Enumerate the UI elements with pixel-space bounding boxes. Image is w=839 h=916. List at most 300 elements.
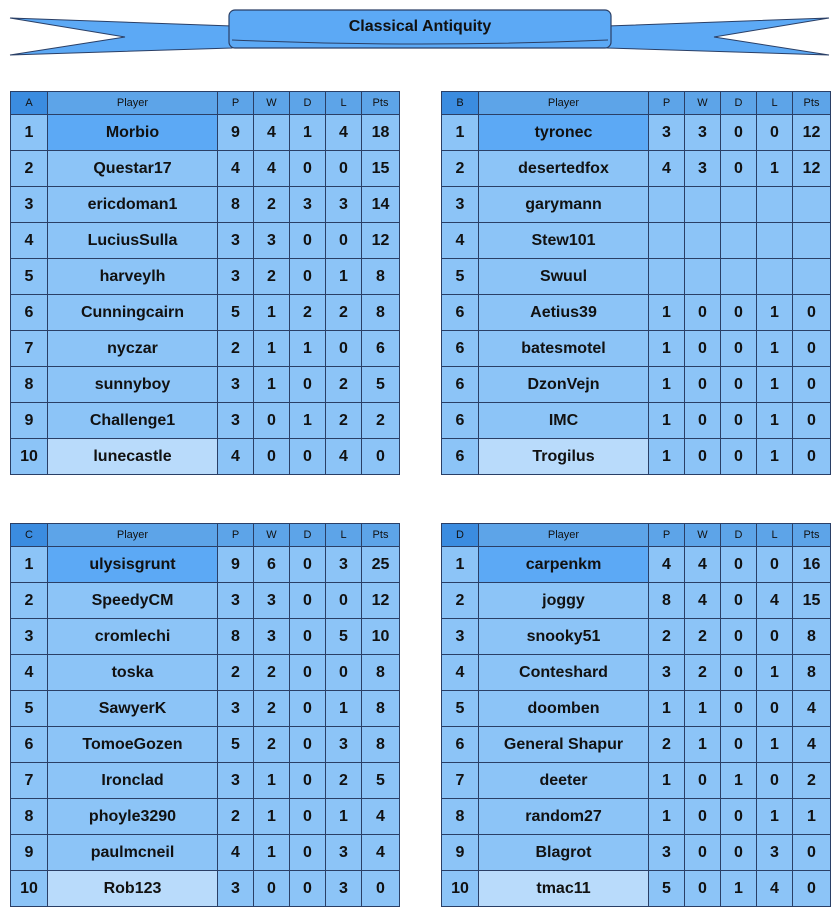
lost-cell: 3 (326, 871, 362, 907)
played-cell: 3 (649, 835, 685, 871)
lost-cell: 3 (757, 835, 793, 871)
lost-cell: 4 (326, 439, 362, 475)
points-cell: 2 (362, 403, 400, 439)
played-cell: 3 (649, 115, 685, 151)
lost-cell: 1 (757, 439, 793, 475)
rank-cell: 7 (11, 763, 48, 799)
drawn-cell: 0 (290, 691, 326, 727)
drawn-cell (721, 187, 757, 223)
points-cell: 0 (362, 871, 400, 907)
won-cell: 2 (254, 655, 290, 691)
page-title: Classical Antiquity (348, 18, 492, 35)
header-drawn: D (721, 92, 757, 115)
drawn-cell: 0 (290, 223, 326, 259)
table-row (442, 403, 831, 439)
drawn-cell: 0 (721, 115, 757, 151)
rank-cell: 7 (442, 763, 479, 799)
player-name: Rob123 (48, 871, 218, 907)
points-cell: 16 (793, 547, 831, 583)
lost-cell (757, 187, 793, 223)
table-row (11, 655, 400, 691)
points-cell: 4 (793, 691, 831, 727)
played-cell: 5 (649, 871, 685, 907)
header-player: Player (48, 92, 218, 115)
lost-cell: 4 (326, 115, 362, 151)
header-drawn: D (290, 92, 326, 115)
player-name: random27 (479, 799, 649, 835)
table-row (442, 799, 831, 835)
rank-cell: 6 (442, 295, 479, 331)
player-name: toska (48, 655, 218, 691)
points-cell (793, 223, 831, 259)
played-cell (649, 259, 685, 295)
points-cell (793, 259, 831, 295)
player-name: Trogilus (479, 439, 649, 475)
header-won: W (685, 92, 721, 115)
header-row (11, 92, 400, 115)
won-cell: 4 (254, 151, 290, 187)
played-cell: 4 (649, 151, 685, 187)
lost-cell: 2 (326, 367, 362, 403)
table-row (442, 547, 831, 583)
drawn-cell: 0 (721, 835, 757, 871)
drawn-cell: 0 (290, 583, 326, 619)
rank-cell: 5 (11, 259, 48, 295)
table-row (442, 583, 831, 619)
points-cell: 0 (793, 367, 831, 403)
points-cell: 4 (793, 727, 831, 763)
header-row (11, 524, 400, 547)
lost-cell: 0 (757, 547, 793, 583)
drawn-cell: 0 (290, 655, 326, 691)
lost-cell: 0 (326, 151, 362, 187)
won-cell: 1 (254, 367, 290, 403)
played-cell: 8 (649, 583, 685, 619)
played-cell: 3 (218, 691, 254, 727)
points-cell: 10 (362, 619, 400, 655)
rank-cell: 2 (442, 151, 479, 187)
rank-cell: 1 (442, 547, 479, 583)
header-drawn: D (721, 524, 757, 547)
table-row (11, 439, 400, 475)
lost-cell: 0 (757, 763, 793, 799)
header-won: W (254, 524, 290, 547)
won-cell: 2 (254, 187, 290, 223)
points-cell: 0 (362, 439, 400, 475)
rank-cell: 5 (442, 259, 479, 295)
points-cell: 2 (793, 763, 831, 799)
player-name: sunnyboy (48, 367, 218, 403)
table-row (442, 835, 831, 871)
played-cell: 8 (218, 619, 254, 655)
points-cell (793, 187, 831, 223)
lost-cell: 1 (757, 151, 793, 187)
player-name: doomben (479, 691, 649, 727)
points-cell: 8 (362, 655, 400, 691)
rank-cell: 8 (11, 367, 48, 403)
table-row (11, 115, 400, 151)
rank-cell: 2 (11, 151, 48, 187)
played-cell: 1 (649, 439, 685, 475)
player-name: Ironclad (48, 763, 218, 799)
lost-cell: 2 (326, 295, 362, 331)
table-row (11, 403, 400, 439)
header-won: W (685, 524, 721, 547)
rank-cell: 5 (442, 691, 479, 727)
rank-cell: 3 (442, 187, 479, 223)
player-name: garymann (479, 187, 649, 223)
lost-cell: 0 (326, 331, 362, 367)
played-cell: 2 (649, 619, 685, 655)
player-name: Conteshard (479, 655, 649, 691)
table-row (11, 331, 400, 367)
played-cell: 3 (218, 763, 254, 799)
group-letter: D (442, 524, 479, 547)
lost-cell: 0 (757, 691, 793, 727)
played-cell: 3 (218, 367, 254, 403)
drawn-cell: 0 (721, 151, 757, 187)
drawn-cell: 0 (721, 619, 757, 655)
player-name: tyronec (479, 115, 649, 151)
lost-cell: 3 (326, 547, 362, 583)
played-cell: 1 (649, 763, 685, 799)
won-cell (685, 187, 721, 223)
played-cell: 1 (649, 295, 685, 331)
table-row (11, 583, 400, 619)
table-row (11, 259, 400, 295)
played-cell: 3 (218, 403, 254, 439)
player-name: nyczar (48, 331, 218, 367)
won-cell: 2 (685, 655, 721, 691)
title-banner (0, 0, 839, 60)
rank-cell: 6 (442, 439, 479, 475)
drawn-cell: 3 (290, 187, 326, 223)
lost-cell: 3 (326, 727, 362, 763)
drawn-cell: 0 (721, 439, 757, 475)
player-name: ericdoman1 (48, 187, 218, 223)
won-cell: 2 (254, 691, 290, 727)
table-row (11, 295, 400, 331)
player-name: Stew101 (479, 223, 649, 259)
player-name: snooky51 (479, 619, 649, 655)
table-row (11, 367, 400, 403)
won-cell: 2 (254, 259, 290, 295)
table-row (11, 187, 400, 223)
lost-cell: 1 (757, 295, 793, 331)
table-row (442, 187, 831, 223)
played-cell: 1 (649, 367, 685, 403)
won-cell: 0 (685, 295, 721, 331)
header-points: Pts (362, 524, 400, 547)
points-cell: 8 (362, 691, 400, 727)
player-name: carpenkm (479, 547, 649, 583)
player-name: Challenge1 (48, 403, 218, 439)
played-cell: 2 (649, 727, 685, 763)
rank-cell: 9 (442, 835, 479, 871)
won-cell: 0 (254, 871, 290, 907)
lost-cell: 2 (326, 763, 362, 799)
lost-cell: 0 (326, 583, 362, 619)
table-row (11, 727, 400, 763)
header-row (442, 524, 831, 547)
won-cell: 0 (685, 331, 721, 367)
won-cell: 0 (685, 403, 721, 439)
drawn-cell: 0 (290, 619, 326, 655)
group-d-table (441, 523, 831, 907)
played-cell: 9 (218, 115, 254, 151)
player-name: SawyerK (48, 691, 218, 727)
won-cell: 3 (254, 223, 290, 259)
played-cell: 3 (218, 259, 254, 295)
drawn-cell: 0 (721, 331, 757, 367)
rank-cell: 3 (442, 619, 479, 655)
rank-cell: 1 (11, 547, 48, 583)
rank-cell: 6 (442, 331, 479, 367)
table-row (11, 691, 400, 727)
drawn-cell: 0 (290, 835, 326, 871)
played-cell: 5 (218, 727, 254, 763)
drawn-cell: 1 (290, 403, 326, 439)
player-name: tmac11 (479, 871, 649, 907)
lost-cell: 2 (326, 403, 362, 439)
player-name: TomoeGozen (48, 727, 218, 763)
rank-cell: 4 (11, 655, 48, 691)
won-cell: 0 (685, 799, 721, 835)
played-cell: 4 (218, 151, 254, 187)
table-row (11, 223, 400, 259)
table-row (11, 835, 400, 871)
drawn-cell: 0 (721, 799, 757, 835)
header-drawn: D (290, 524, 326, 547)
lost-cell: 0 (757, 115, 793, 151)
drawn-cell: 0 (721, 727, 757, 763)
rank-cell: 1 (442, 115, 479, 151)
player-name: lunecastle (48, 439, 218, 475)
table-row (442, 295, 831, 331)
played-cell: 4 (649, 547, 685, 583)
rank-cell: 9 (11, 403, 48, 439)
played-cell: 5 (218, 295, 254, 331)
lost-cell: 0 (757, 619, 793, 655)
group-letter: A (11, 92, 48, 115)
points-cell: 0 (793, 871, 831, 907)
points-cell: 12 (793, 115, 831, 151)
points-cell: 18 (362, 115, 400, 151)
won-cell: 1 (254, 763, 290, 799)
lost-cell: 4 (757, 871, 793, 907)
group-c-table (10, 523, 400, 907)
header-played: P (218, 524, 254, 547)
drawn-cell: 1 (721, 871, 757, 907)
points-cell: 15 (793, 583, 831, 619)
drawn-cell: 0 (721, 367, 757, 403)
table-row (442, 151, 831, 187)
player-name: Cunningcairn (48, 295, 218, 331)
drawn-cell: 0 (290, 439, 326, 475)
rank-cell: 4 (442, 223, 479, 259)
played-cell: 2 (218, 655, 254, 691)
drawn-cell: 0 (721, 691, 757, 727)
won-cell: 0 (254, 403, 290, 439)
player-name: phoyle3290 (48, 799, 218, 835)
lost-cell: 1 (757, 367, 793, 403)
played-cell: 3 (218, 583, 254, 619)
header-lost: L (757, 524, 793, 547)
rank-cell: 8 (11, 799, 48, 835)
header-points: Pts (362, 92, 400, 115)
drawn-cell: 1 (721, 763, 757, 799)
group-b-table (441, 91, 831, 475)
lost-cell: 0 (326, 655, 362, 691)
rank-cell: 7 (11, 331, 48, 367)
drawn-cell: 0 (290, 151, 326, 187)
played-cell: 9 (218, 547, 254, 583)
played-cell (649, 223, 685, 259)
points-cell: 8 (362, 295, 400, 331)
won-cell: 3 (254, 619, 290, 655)
table-row (442, 115, 831, 151)
group-a-table (10, 91, 400, 475)
drawn-cell: 0 (290, 799, 326, 835)
played-cell: 3 (649, 655, 685, 691)
played-cell: 1 (649, 691, 685, 727)
header-won: W (254, 92, 290, 115)
lost-cell: 0 (326, 223, 362, 259)
player-name: ulysisgrunt (48, 547, 218, 583)
player-name: Questar17 (48, 151, 218, 187)
points-cell: 14 (362, 187, 400, 223)
won-cell: 4 (685, 547, 721, 583)
points-cell: 0 (793, 439, 831, 475)
table-row (11, 799, 400, 835)
lost-cell: 1 (757, 799, 793, 835)
won-cell: 0 (685, 871, 721, 907)
won-cell: 4 (685, 583, 721, 619)
points-cell: 6 (362, 331, 400, 367)
lost-cell: 1 (757, 403, 793, 439)
table-row (442, 727, 831, 763)
lost-cell: 4 (757, 583, 793, 619)
lost-cell (757, 223, 793, 259)
player-name: LuciusSulla (48, 223, 218, 259)
table-row (11, 151, 400, 187)
points-cell: 25 (362, 547, 400, 583)
won-cell: 0 (254, 439, 290, 475)
played-cell: 2 (218, 799, 254, 835)
lost-cell: 1 (757, 331, 793, 367)
header-player: Player (479, 524, 649, 547)
header-points: Pts (793, 524, 831, 547)
won-cell: 1 (254, 331, 290, 367)
played-cell: 4 (218, 439, 254, 475)
points-cell: 5 (362, 763, 400, 799)
won-cell: 0 (685, 367, 721, 403)
points-cell: 12 (362, 223, 400, 259)
player-name: deeter (479, 763, 649, 799)
drawn-cell: 0 (721, 583, 757, 619)
player-name: IMC (479, 403, 649, 439)
points-cell: 8 (793, 655, 831, 691)
points-cell: 0 (793, 835, 831, 871)
rank-cell: 2 (442, 583, 479, 619)
rank-cell: 4 (11, 223, 48, 259)
points-cell: 15 (362, 151, 400, 187)
points-cell: 8 (362, 727, 400, 763)
rank-cell: 1 (11, 115, 48, 151)
lost-cell: 1 (326, 799, 362, 835)
table-row (442, 259, 831, 295)
won-cell (685, 259, 721, 295)
points-cell: 1 (793, 799, 831, 835)
header-row (442, 92, 831, 115)
table-row (442, 223, 831, 259)
drawn-cell: 0 (290, 367, 326, 403)
points-cell: 0 (793, 403, 831, 439)
rank-cell: 6 (11, 295, 48, 331)
won-cell: 2 (685, 619, 721, 655)
won-cell: 3 (685, 115, 721, 151)
player-name: Morbio (48, 115, 218, 151)
rank-cell: 10 (442, 871, 479, 907)
rank-cell: 6 (442, 727, 479, 763)
won-cell: 1 (685, 691, 721, 727)
played-cell: 4 (218, 835, 254, 871)
won-cell: 4 (254, 115, 290, 151)
drawn-cell: 0 (721, 295, 757, 331)
rank-cell: 10 (11, 871, 48, 907)
won-cell: 0 (685, 763, 721, 799)
rank-cell: 8 (442, 799, 479, 835)
won-cell (685, 223, 721, 259)
rank-cell: 6 (442, 403, 479, 439)
header-lost: L (757, 92, 793, 115)
header-played: P (218, 92, 254, 115)
played-cell: 8 (218, 187, 254, 223)
won-cell: 2 (254, 727, 290, 763)
table-row (11, 871, 400, 907)
drawn-cell (721, 223, 757, 259)
player-name: DzonVejn (479, 367, 649, 403)
won-cell: 6 (254, 547, 290, 583)
played-cell: 1 (649, 403, 685, 439)
player-name: Swuul (479, 259, 649, 295)
won-cell: 1 (254, 835, 290, 871)
points-cell: 5 (362, 367, 400, 403)
player-name: cromlechi (48, 619, 218, 655)
points-cell: 12 (362, 583, 400, 619)
player-name: joggy (479, 583, 649, 619)
header-player: Player (48, 524, 218, 547)
lost-cell: 1 (326, 259, 362, 295)
won-cell: 1 (254, 799, 290, 835)
lost-cell: 3 (326, 835, 362, 871)
points-cell: 4 (362, 835, 400, 871)
table-row (442, 871, 831, 907)
table-row (442, 619, 831, 655)
drawn-cell: 1 (290, 331, 326, 367)
header-played: P (649, 524, 685, 547)
player-name: desertedfox (479, 151, 649, 187)
points-cell: 8 (362, 259, 400, 295)
won-cell: 0 (685, 835, 721, 871)
played-cell: 2 (218, 331, 254, 367)
header-played: P (649, 92, 685, 115)
lost-cell: 1 (757, 655, 793, 691)
rank-cell: 6 (442, 367, 479, 403)
player-name: paulmcneil (48, 835, 218, 871)
drawn-cell: 0 (290, 763, 326, 799)
player-name: harveylh (48, 259, 218, 295)
